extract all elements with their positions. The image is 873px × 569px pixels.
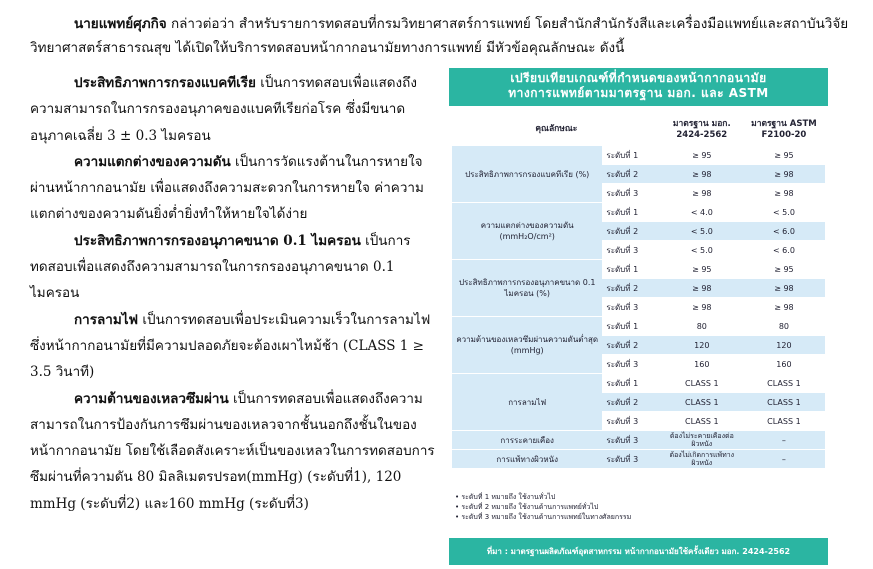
- astm-value-cell: ≥ 95: [743, 146, 825, 165]
- property-cell: การลามไฟ: [452, 374, 602, 431]
- tis-value-cell: ≥ 98: [661, 298, 743, 317]
- level-cell: ระดับที่ 3: [602, 450, 660, 469]
- header-astm: มาตรฐาน ASTM F2100-20: [751, 119, 817, 140]
- level-cell: ระดับที่ 2: [602, 165, 660, 184]
- tis-value-cell: < 5.0: [661, 222, 743, 241]
- title-line-1: เปรียบเทียบเกณฑ์ที่กำหนดของหน้ากากอนามัย: [510, 71, 767, 85]
- section-text: เป็นการทดสอบเพื่อแสดงถึงความสามารถในการกรองอนุภาคขนาด 0.1 ไมครอน: [30, 232, 411, 302]
- infographic-title: [449, 68, 828, 106]
- level-cell: ระดับที่ 3: [602, 184, 660, 203]
- astm-value-cell: –: [743, 431, 825, 450]
- section-heading: ความแตกต่างของความดัน: [74, 153, 231, 170]
- comparison-table: [452, 110, 825, 469]
- table-row: [452, 146, 825, 165]
- astm-value-cell: 120: [743, 336, 825, 355]
- level-cell: ระดับที่ 1: [602, 260, 660, 279]
- astm-value-cell: < 5.0: [743, 203, 825, 222]
- astm-value-cell: ≥ 95: [743, 260, 825, 279]
- note-item: • ระดับที่ 1 หมายถึง ใช้งานทั่วไป: [455, 492, 631, 502]
- level-cell: ระดับที่ 2: [602, 222, 660, 241]
- note-item: • ระดับที่ 3 หมายถึง ใช้งานด้านการแพทย์ในทางศัลยกรรม: [455, 512, 631, 522]
- property-cell: การแพ้ทางผิวหนัง: [452, 450, 602, 469]
- level-cell: ระดับที่ 1: [602, 146, 660, 165]
- table-row: [452, 450, 825, 469]
- astm-value-cell: CLASS 1: [743, 393, 825, 412]
- level-cell: ระดับที่ 1: [602, 203, 660, 222]
- level-cell: ระดับที่ 3: [602, 355, 660, 374]
- astm-value-cell: ≥ 98: [743, 184, 825, 203]
- level-cell: ระดับที่ 1: [602, 317, 660, 336]
- section-text: เป็นการทดสอบเพื่อประเมินความเร็วในการลามไฟ ซึ่งหน้ากากอนามัยที่มีความปลอดภัยจะต้องเผาไหม้ช้า (CLASS 1 ≥ 3.5 วินาที): [30, 311, 431, 381]
- section-paragraph: [30, 307, 440, 386]
- tis-value-cell: 120: [661, 336, 743, 355]
- intro-text: กล่าวต่อว่า สำหรับรายการทดสอบที่กรมวิทยาศาสตร์การแพทย์ โดยสำนักสำนักรังสีและเครื่องมือแพทย์และสถาบันวิจัยวิทยาศาสตร์สาธารณสุข ได้เปิดให้บริการทดสอบหน้ากากอนามัยทางการแพทย์ มีหัวข้อคุณลักษณะ ดังนี้: [30, 16, 849, 56]
- tis-value-cell: < 4.0: [661, 203, 743, 222]
- astm-value-cell: ≥ 98: [743, 165, 825, 184]
- section-list: [30, 70, 440, 517]
- section-heading: การลามไฟ: [74, 311, 139, 328]
- section-heading: ประสิทธิภาพการกรองแบคทีเรีย: [74, 75, 256, 91]
- level-cell: ระดับที่ 3: [602, 298, 660, 317]
- property-cell: ความแตกต่างของความดัน (mmH₂O/cm²): [452, 203, 602, 260]
- section-paragraph: [30, 228, 440, 307]
- astm-value-cell: < 6.0: [743, 241, 825, 260]
- tis-value-cell: CLASS 1: [661, 393, 743, 412]
- section-heading: ประสิทธิภาพการกรองอนุภาคขนาด 0.1 ไมครอน: [74, 232, 361, 249]
- comparison-infographic: [449, 68, 828, 565]
- table-row: [452, 260, 825, 279]
- section-paragraph: [30, 386, 440, 517]
- speaker-name: นายแพทย์ศุภกิจ: [74, 16, 167, 32]
- tis-value-cell: CLASS 1: [661, 374, 743, 393]
- section-heading: ความต้านของเหลวซึมผ่าน: [74, 390, 229, 407]
- astm-value-cell: ≥ 98: [743, 279, 825, 298]
- header-property: คุณลักษณะ: [535, 124, 578, 134]
- tis-value-cell: ≥ 98: [661, 184, 743, 203]
- table-row: [452, 431, 825, 450]
- level-notes: [455, 492, 631, 522]
- tis-value-cell: ≥ 98: [661, 279, 743, 298]
- astm-value-cell: CLASS 1: [743, 374, 825, 393]
- property-cell: การระคายเคือง: [452, 431, 602, 450]
- section-text: เป็นการทดสอบเพื่อแสดงถึงความสามารถในการป้องกันการซึมผ่านของเหลวจากชั้นนอกถึงชั้นในของหน้ากากอนามัย โดยใช้เลือดสังเคราะห์เป็นของเหลวในการทดสอบการซึมผ่านที่ความดัน 80 มิลลิเมตรปรอท(mmHg) (ระดับที่1), 120 mmHg (ระดับที่2) และ160 mmHg (ระดับที่3): [30, 390, 435, 512]
- property-cell: ประสิทธิภาพการกรองแบคทีเรีย (%): [452, 146, 602, 203]
- table-row: [452, 317, 825, 336]
- tis-value-cell: ≥ 95: [661, 146, 743, 165]
- tis-value-cell: < 5.0: [661, 241, 743, 260]
- tis-value-cell: ต้องไม่เกิดการแพ้ทางผิวหนัง: [661, 450, 743, 469]
- astm-value-cell: < 6.0: [743, 222, 825, 241]
- level-cell: ระดับที่ 2: [602, 336, 660, 355]
- source-footer: ที่มา : มาตรฐานผลิตภัณฑ์อุตสาหกรรม หน้ากากอนามัยใช้ครั้งเดียว มอก. 2424-2562: [449, 538, 828, 565]
- property-cell: ประสิทธิภาพการกรองอนุภาคขนาด 0.1 ไมครอน (%): [452, 260, 602, 317]
- section-paragraph: [30, 149, 440, 228]
- level-cell: ระดับที่ 3: [602, 412, 660, 431]
- section-text: เป็นการวัดแรงต้านในการหายใจผ่านหน้ากากอนามัย เพื่อแสดงถึงความสะดวกในการหายใจ ค่าความแตกต่างของความดันยิ่งต่ำยิ่งทำให้หายใจได้ง่าย: [30, 153, 424, 223]
- table-row: [452, 374, 825, 393]
- tis-value-cell: CLASS 1: [661, 412, 743, 431]
- level-cell: ระดับที่ 3: [602, 241, 660, 260]
- astm-value-cell: 80: [743, 317, 825, 336]
- level-cell: ระดับที่ 3: [602, 431, 660, 450]
- section-text: เป็นการทดสอบเพื่อแสดงถึงความสามารถในการกรองอนุภาคของแบคทีเรียก่อโรค ซึ่งมีขนาดอนุภาคเฉลี่ย 3 ± 0.3 ไมครอน: [30, 75, 417, 144]
- level-cell: ระดับที่ 1: [602, 374, 660, 393]
- astm-value-cell: 160: [743, 355, 825, 374]
- tis-value-cell: 160: [661, 355, 743, 374]
- property-cell: ความต้านของเหลวซึมผ่านความดันต่ำสุด (mmHg): [452, 317, 602, 374]
- astm-value-cell: CLASS 1: [743, 412, 825, 431]
- level-cell: ระดับที่ 2: [602, 279, 660, 298]
- intro-paragraph: [30, 12, 860, 60]
- tis-value-cell: 80: [661, 317, 743, 336]
- table-body: [452, 146, 825, 469]
- title-line-2: ทางการแพทย์ตามมาตรฐาน มอก. และ ASTM: [508, 86, 769, 100]
- section-paragraph: [30, 70, 440, 149]
- astm-value-cell: ≥ 98: [743, 298, 825, 317]
- tis-value-cell: ≥ 98: [661, 165, 743, 184]
- level-cell: ระดับที่ 2: [602, 393, 660, 412]
- astm-value-cell: –: [743, 450, 825, 469]
- tis-value-cell: ≥ 95: [661, 260, 743, 279]
- tis-value-cell: ต้องไม่ระคายเคืองต่อผิวหนัง: [661, 431, 743, 450]
- note-item: • ระดับที่ 2 หมายถึง ใช้งานด้านการแพทย์ทั่วไป: [455, 502, 631, 512]
- header-tis: มาตรฐาน มอก. 2424-2562: [672, 119, 731, 140]
- table-row: [452, 203, 825, 222]
